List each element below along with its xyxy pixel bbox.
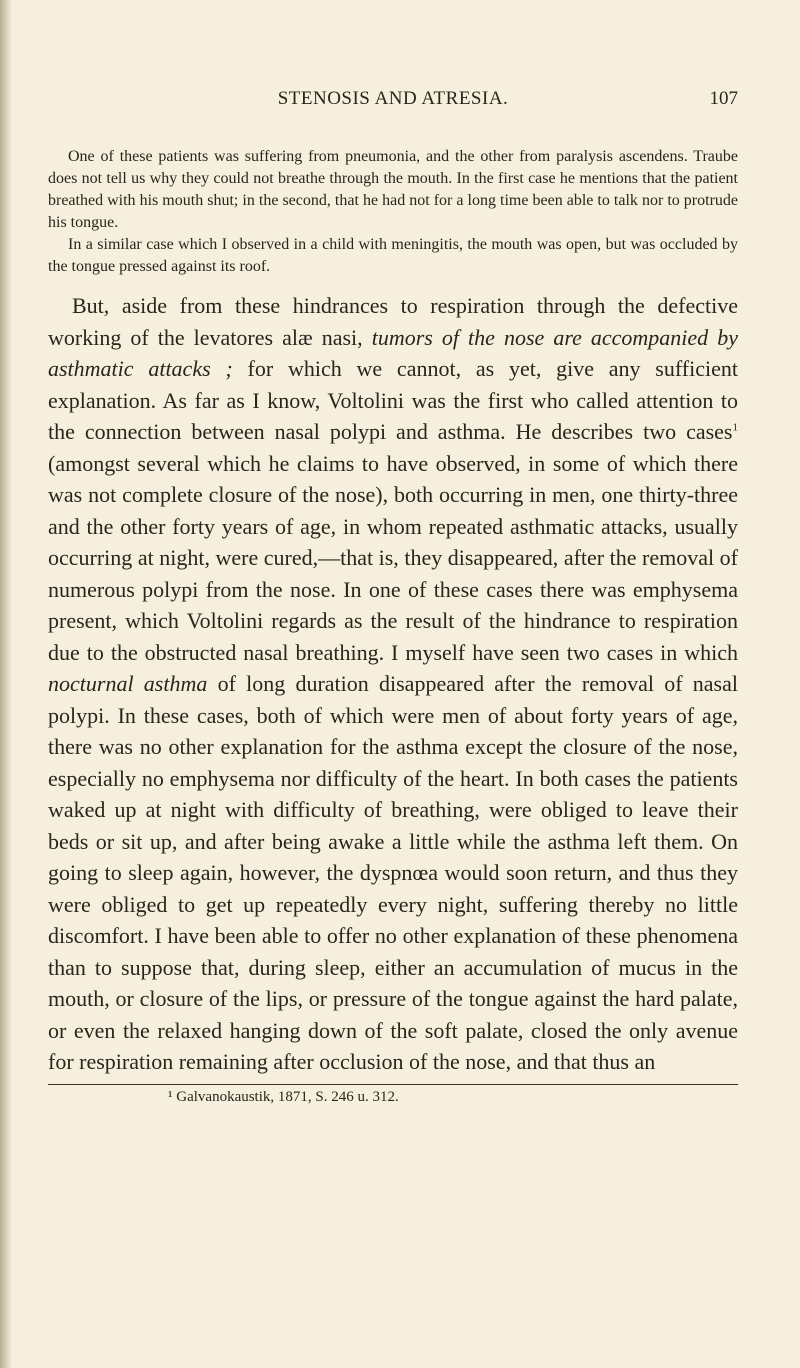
main-italic-2: nocturnal asthma — [48, 671, 208, 696]
footnote-marker: ¹ — [168, 1088, 173, 1105]
footnote-rule — [48, 1084, 738, 1085]
page-header — [48, 88, 738, 118]
footnote-text: Galvanokaustik, 1871, S. 246 u. 312. — [172, 1088, 399, 1105]
small-paragraph-2: In a similar case which I observed in a child with meningitis, the mouth was open, but was occluded by the tongue pressed against its roof. — [48, 236, 738, 275]
running-head: STENOSIS AND ATRESIA. — [277, 88, 509, 109]
main-text-4: of long duration disappeared after the removal of nasal polypi. In these cases, both of which were men of about forty years of age, there was no other explanation for the asthma except the closure of the nose, especially no emphysema nor difficulty of the heart. In both cases the patients waked up at night with difficulty of breathing, were obliged to leave their beds or sit up, and after being awake a little while the asthma left them. On going to sleep again, however, the dyspnœa would soon return, and thus they were obliged to get up repeatedly every night, suffering thereby no little discomfort. I have been able to offer no other explanation of these phenomena than to suppose that, during sleep, either an accumulation of mucus in the mouth, or closure of the lips, or pressure of the tongue against the hard palate, or even the relaxed hanging down of the soft palate, closed the only avenue for respiration remaining after occlusion of the nose, and that thus an — [48, 671, 738, 1074]
page-number: 107 — [709, 88, 738, 109]
main-paragraph — [48, 290, 738, 1078]
footnote-reference: 1 — [732, 421, 738, 434]
main-italic-1: tumors of the nose are accompanied by asthmatic attacks ; — [48, 324, 738, 381]
small-paragraph-1: One of these patients was suffering from pneumonia, and the other from paralysis ascendens. Traube does not tell us why they could not breathe through the mouth. In the first case he mentions that the patient breathed with his mouth shut; in the second, that he had not for a long time been able to talk nor to protrude his tongue. — [48, 148, 738, 231]
footnote — [168, 1087, 738, 1107]
book-spine-shadow — [0, 0, 12, 1368]
main-text-3: (amongst several which he claims to have observed, in some of which there was not complete closure of the nose), both occurring in men, one thirty-three and the other forty years of age, in whom repeated asthmatic attacks, usually occurring at night, were cured,—that is, they disappeared, after the removal of numerous polypi from the nose. In one of these cases there was emphysema present, which Voltolini regards as the result of the hindrance to respiration due to the obstructed nasal breathing. I myself have seen two cases in which — [48, 450, 738, 665]
book-page — [48, 88, 738, 1107]
main-text-1: But, aside from these hindrances to respiration through the defective working of the levatores alæ nasi, — [48, 293, 738, 350]
main-text-2: for which we cannot, as yet, give any sufficient explanation. As far as I know, Voltolini was the first who called attention to the connection between nasal polypi and asthma. He describes two cases — [48, 356, 738, 444]
